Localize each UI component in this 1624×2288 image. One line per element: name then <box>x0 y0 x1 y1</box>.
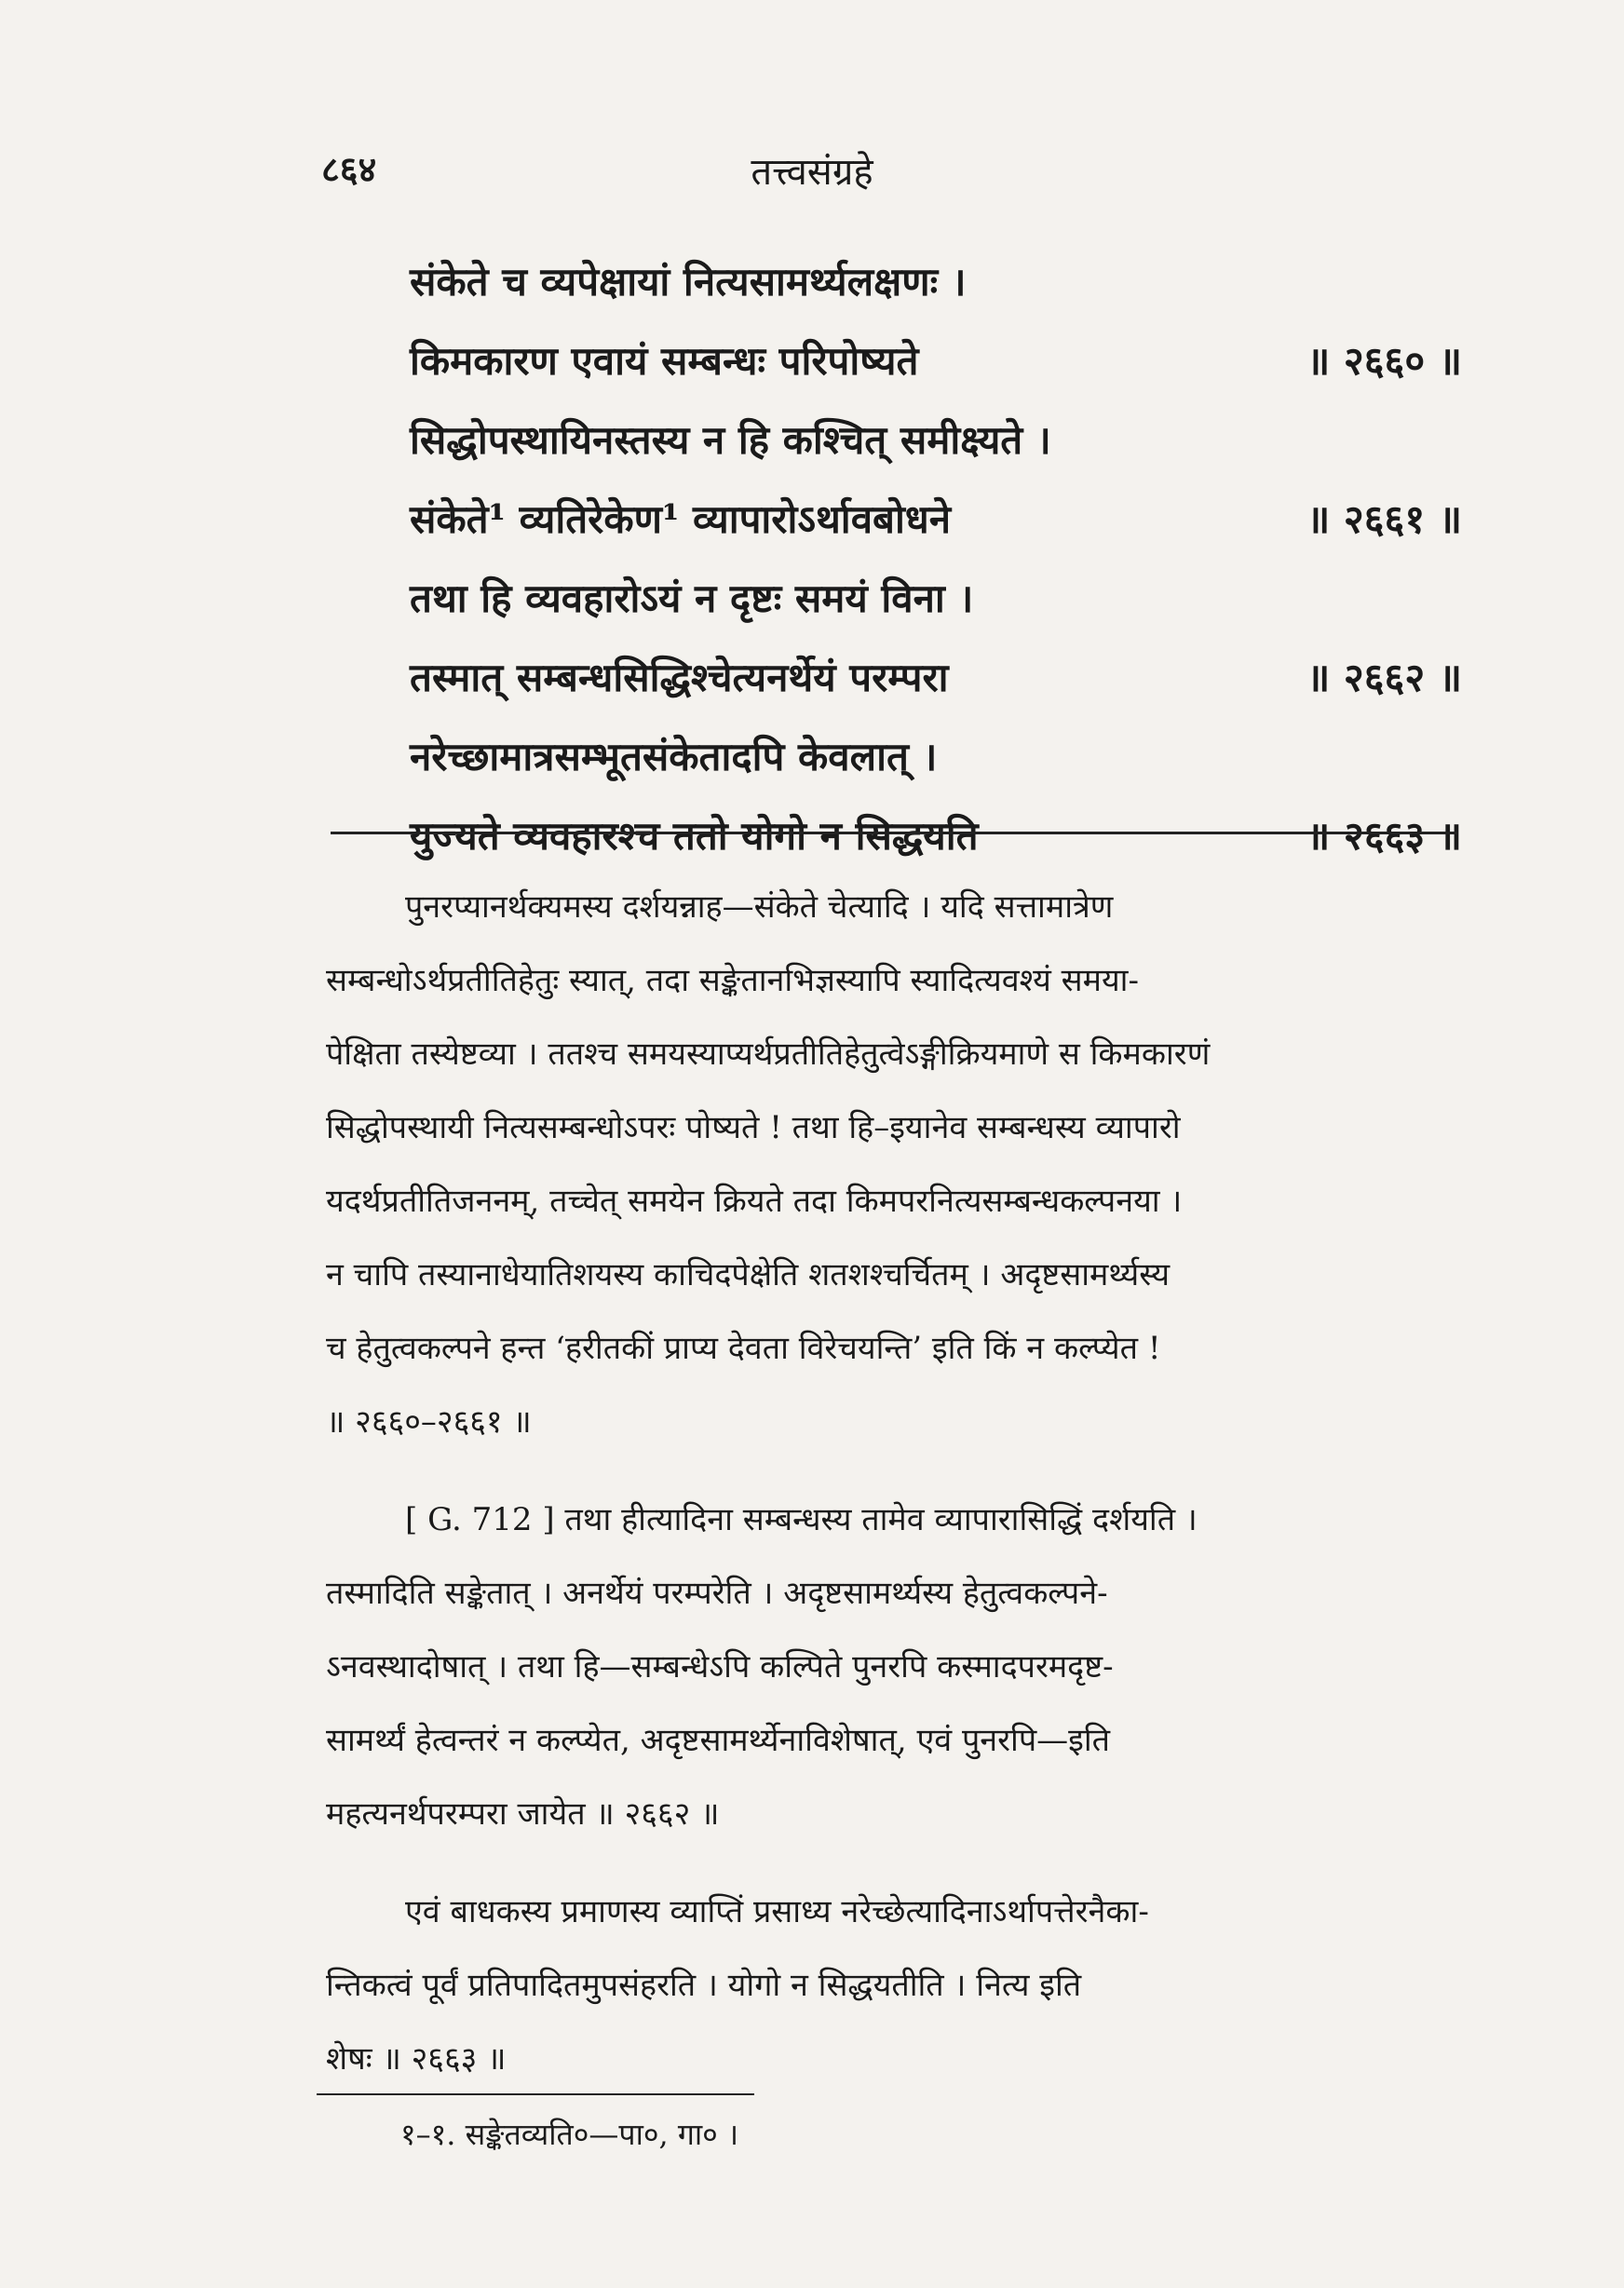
verse-text: युज्यते व्यवहारश्च ततो योगो न सिद्धयति <box>410 813 979 859</box>
commentary-paragraph <box>326 1483 1495 1851</box>
commentary-line: न चापि तस्यानाधेयातिशयस्य काचिदपेक्षेति शतशश्चर्चितम् । अदृष्टसामर्थ्यस्य <box>326 1256 1171 1293</box>
commentary-line: न्तिकत्वं पूर्वं प्रतिपादितमुपसंहरति । योगो न सिद्धयतीति । नित्य इति <box>326 1967 1082 2004</box>
verse-number: ॥ २६६० ॥ <box>1306 338 1462 384</box>
horizontal-rule <box>331 832 1457 834</box>
verse-text: किमकारण एवायं सम्बन्धः परिपोष्यते <box>410 338 919 384</box>
verse-line <box>410 559 1462 638</box>
commentary-block <box>326 871 1495 2120</box>
commentary-line: ॥ २६६०–२६६१ ॥ <box>326 1403 532 1441</box>
verse-line <box>410 717 1462 796</box>
verse-line <box>410 321 1462 400</box>
verse-line <box>410 796 1462 875</box>
commentary-paragraph <box>326 871 1495 1459</box>
page-number: ८६४ <box>321 148 377 190</box>
commentary-line: पुनरप्यानर्थक्यमस्य दर्शयन्नाह—संकेते चेत्यादि । यदि सत्तामात्रेण <box>405 888 1114 926</box>
verse-line <box>410 400 1462 480</box>
verse-text: सिद्धोपस्थायिनस्तस्य न हि कश्चित् समीक्ष्यते । <box>410 417 1051 463</box>
commentary-line: ऽनवस्थादोषात् । तथा हि—सम्बन्धेऽपि कल्पिते पुनरपि कस्मादपरमदृष्ट- <box>326 1648 1114 1686</box>
verse-number: ॥ २६६१ ॥ <box>1306 496 1462 542</box>
verse-text: नरेच्छामात्रसम्भूतसंकेतादपि केवलात् । <box>410 734 938 779</box>
commentary-line: तस्मादिति सङ्केतात् । अनर्थेयं परम्परेति । अदृष्टसामर्थ्यस्य हेतुत्वकल्पने- <box>326 1575 1108 1612</box>
verse-line <box>410 242 1462 321</box>
running-head: तत्त्वसंग्रहे <box>751 151 873 194</box>
verse-text: संकेते¹ व्यतिरेकेण¹ व्यापारोऽर्थावबोधने <box>410 496 952 542</box>
verse-line <box>410 480 1462 559</box>
commentary-paragraph <box>326 1875 1495 2096</box>
commentary-line: [ G. 712 ] तथा हीत्यादिना सम्बन्धस्य तामेव व्यापारासिद्धिं दर्शयति । <box>405 1501 1198 1538</box>
commentary-line: एवं बाधकस्य प्रमाणस्य व्याप्तिं प्रसाध्य नरेच्छेत्यादिनाऽर्थापत्तेरनैका- <box>405 1893 1149 1930</box>
verse-number: ॥ २६६२ ॥ <box>1306 655 1462 700</box>
footnote: १–१. सङ्केतव्यति०—पा०, गा० । <box>400 2117 739 2152</box>
footnote-rule <box>317 2093 754 2095</box>
commentary-line: शेषः ॥ २६६३ ॥ <box>326 2040 507 2078</box>
verse-text: तथा हि व्यवहारोऽयं न दृष्टः समयं विना । <box>410 575 974 621</box>
verse-number: ॥ २६६३ ॥ <box>1306 813 1462 859</box>
commentary-line: च हेतुत्वकल्पने हन्त ‘हरीतकीं प्राप्य देवता विरेचयन्ति’ इति किं न कल्प्येत ! <box>326 1330 1161 1367</box>
commentary-line: सिद्धोपस्थायी नित्यसम्बन्धोऽपरः पोष्यते ! तथा हि–इयानेव सम्बन्धस्य व्यापारो <box>326 1109 1181 1146</box>
commentary-line: सम्बन्धोऽर्थप्रतीतिहेतुः स्यात्, तदा सङ्केतानभिज्ञस्यापि स्यादित्यवश्यं समया- <box>326 962 1139 999</box>
commentary-line: पेक्षिता तस्येष्टव्या । ततश्च समयस्याप्यर्थप्रतीतिहेतुत्वेऽङ्गीक्रियमाणे स किमकारणं <box>326 1036 1211 1073</box>
commentary-line: यदर्थप्रतीतिजननम्, तच्चेत् समयेन क्रियते तदा किमपरनित्यसम्बन्धकल्पनया । <box>326 1183 1183 1220</box>
verse-block <box>410 242 1462 875</box>
commentary-line: सामर्थ्यं हेत्वन्तरं न कल्प्येत, अदृष्टसामर्थ्येनाविशेषात्, एवं पुनरपि—इति <box>326 1722 1111 1759</box>
verse-line <box>410 638 1462 717</box>
commentary-line: महत्यनर्थपरम्परा जायेत ॥ २६६२ ॥ <box>326 1795 720 1833</box>
verse-text: तस्मात् सम्बन्धसिद्धिश्चेत्यनर्थेयं परम्परा <box>410 655 949 700</box>
verse-text: संकेते च व्यपेक्षायां नित्यसामर्थ्यलक्षणः । <box>410 259 967 305</box>
